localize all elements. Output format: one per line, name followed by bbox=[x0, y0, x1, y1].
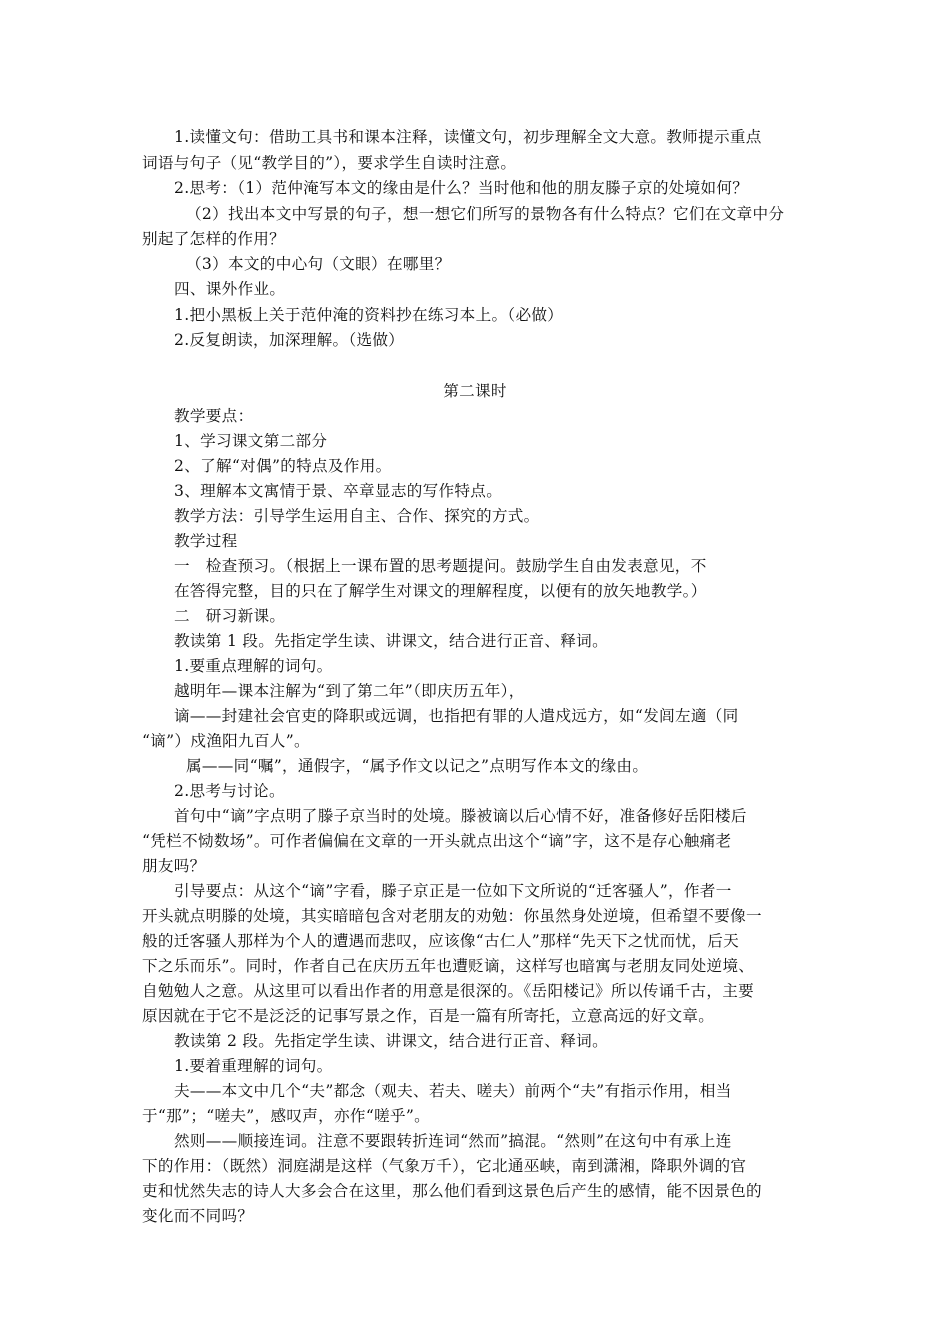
lesson-title: 第二课时 bbox=[443, 382, 507, 400]
paragraph-line: 下的作用：（既然）洞庭湖是这样（气象万千），它北通巫峡，南到潇湘，降职外调的官 bbox=[142, 1157, 747, 1175]
paragraph-line: 1.要着重理解的词句。 bbox=[174, 1057, 333, 1075]
paragraph-line: （2）找出本文中写景的句子，想一想它们所写的景物各有什么特点？它们在文章中分 bbox=[186, 205, 785, 223]
paragraph-line: 变化而不同吗？ bbox=[142, 1207, 254, 1225]
section-heading: 教学过程 bbox=[174, 532, 238, 550]
paragraph-line: “谪”）戍渔阳九百人”。 bbox=[142, 732, 310, 750]
paragraph-line: 夫——本文中几个“夫”都念（观夫、若夫、嗟夫）前两个“夫”有指示作用，相当 bbox=[174, 1082, 732, 1100]
section-heading: 四、课外作业。 bbox=[174, 280, 286, 298]
paragraph-line: 2.思考：（1）范仲淹写本文的缘由是什么？当时他和他的朋友滕子京的处境如何？ bbox=[174, 179, 749, 197]
paragraph-line: 1.读懂文句：借助工具书和课本注释，读懂文句，初步理解全文大意。教师提示重点 bbox=[174, 128, 762, 146]
paragraph-line: 引导要点：从这个“谪”字看，滕子京正是一位如下文所说的“迁客骚人”，作者一 bbox=[174, 882, 732, 900]
paragraph-line: 自勉勉人之意。从这里可以看出作者的用意是很深的。《岳阳楼记》所以传诵千古，主要 bbox=[142, 982, 755, 1000]
paragraph-line: 词语与句子（见“教学目的”），要求学生自读时注意。 bbox=[142, 154, 517, 172]
paragraph-line: 1.要重点理解的词句。 bbox=[174, 657, 333, 675]
paragraph-line: 一 检查预习。（根据上一课布置的思考题提问。鼓励学生自由发表意见，不 bbox=[174, 557, 707, 575]
paragraph-line: 教读第 2 段。先指定学生读、讲课文，结合进行正音、释词。 bbox=[174, 1032, 608, 1050]
paragraph-line: 首句中“谪”字点明了滕子京当时的处境。滕被谪以后心情不好，准备修好岳阳楼后 bbox=[174, 807, 747, 825]
paragraph-line: 然则——顺接连词。注意不要跟转折连词“然而”搞混。“然则”在这句中有承上连 bbox=[174, 1132, 732, 1150]
paragraph-line: “凭栏不恸数场”。可作者偏偏在文章的一开头就点出这个“谪”字，这不是存心触痛老 bbox=[142, 832, 732, 850]
paragraph-line: 教学方法：引导学生运用自主、合作、探究的方式。 bbox=[174, 507, 540, 525]
paragraph-line: 吏和忧然失志的诗人大多会合在这里，那么他们看到这景色后产生的感情，能不因景色的 bbox=[142, 1182, 762, 1200]
list-item: 3、理解本文寓情于景、卒章显志的写作特点。 bbox=[174, 482, 503, 500]
paragraph-line: （3）本文的中心句（文眼）在哪里？ bbox=[186, 255, 451, 273]
list-item: 2、了解“对偶”的特点及作用。 bbox=[174, 457, 392, 475]
paragraph-line: 朋友吗？ bbox=[142, 857, 206, 875]
paragraph-line: 别起了怎样的作用？ bbox=[142, 230, 286, 248]
paragraph-line: 谪——封建社会官吏的降职或远调，也指把有罪的人遣戍远方，如“发闾左適（同 bbox=[174, 707, 739, 725]
paragraph-line: 2.思考与讨论。 bbox=[174, 782, 285, 800]
section-heading: 二 研习新课。 bbox=[174, 607, 286, 625]
paragraph-line: 原因就在于它不是泛泛的记事写景之作，百是一篇有所寄托，立意高远的好文章。 bbox=[142, 1007, 715, 1025]
paragraph-line: 下之乐而乐”。同时，作者自己在庆历五年也遭贬谪，这样写也暗寓与老朋友同处逆境、 bbox=[142, 957, 755, 975]
paragraph-line: 1.把小黑板上关于范仲淹的资料抄在练习本上。（必做） bbox=[174, 306, 564, 324]
paragraph-line: 2.反复朗读，加深理解。（选做） bbox=[174, 331, 405, 349]
paragraph-line: 教读第 1 段。先指定学生读、讲课文，结合进行正音、释词。 bbox=[174, 632, 608, 650]
paragraph-line: 开头就点明滕的处境，其实暗暗包含对老朋友的劝勉：你虽然身处逆境，但希望不要像一 bbox=[142, 907, 762, 925]
paragraph-line: 般的迁客骚人那样为个人的遭遇而悲叹，应该像“古仁人”那样“先天下之忧而忧，后天 bbox=[142, 932, 739, 950]
paragraph-line: 越明年—课本注解为“到了第二年”（即庆历五年）， bbox=[174, 682, 525, 700]
section-heading: 教学要点： bbox=[174, 407, 254, 425]
paragraph-line: 于“那”；“嗟夫”，感叹声，亦作“嗟乎”。 bbox=[142, 1107, 431, 1125]
paragraph-line: 属——同“嘱”，通假字，“属予作文以记之”点明写作本文的缘由。 bbox=[186, 757, 649, 775]
paragraph-line: 在答得完整，目的只在了解学生对课文的理解程度，以便有的放矢地教学。） bbox=[174, 582, 707, 600]
list-item: 1、学习课文第二部分 bbox=[174, 432, 328, 450]
